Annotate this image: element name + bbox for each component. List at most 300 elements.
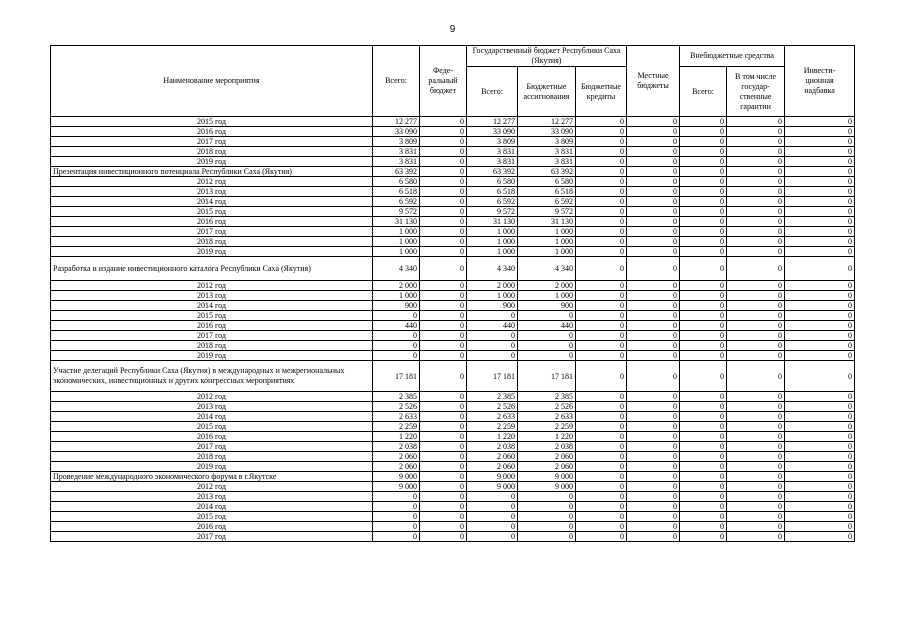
- amount-cell: 6 580: [518, 177, 576, 187]
- amount-cell: 2 259: [518, 422, 576, 432]
- amount-cell: 2 038: [373, 442, 420, 452]
- amount-cell: 0: [680, 127, 727, 137]
- amount-cell: 0: [785, 351, 855, 361]
- amount-cell: 0: [518, 492, 576, 502]
- amount-cell: 0: [420, 522, 467, 532]
- amount-cell: 0: [727, 422, 785, 432]
- amount-cell: 0: [420, 331, 467, 341]
- row-label: 2014 год: [51, 412, 373, 422]
- year-row: [51, 207, 855, 217]
- amount-cell: 0: [727, 301, 785, 311]
- amount-cell: 0: [576, 291, 627, 301]
- row-label: 2019 год: [51, 462, 373, 472]
- amount-cell: 0: [420, 361, 467, 392]
- year-row: [51, 341, 855, 351]
- amount-cell: 0: [576, 167, 627, 177]
- amount-cell: 0: [467, 311, 518, 321]
- amount-cell: 0: [627, 321, 680, 331]
- amount-cell: 0: [467, 492, 518, 502]
- amount-cell: 6 518: [467, 187, 518, 197]
- amount-cell: 0: [576, 301, 627, 311]
- amount-cell: 0: [576, 392, 627, 402]
- amount-cell: 9 000: [518, 472, 576, 482]
- year-row: [51, 227, 855, 237]
- amount-cell: 0: [680, 311, 727, 321]
- year-row: [51, 351, 855, 361]
- row-label: 2015 год: [51, 422, 373, 432]
- amount-cell: 900: [518, 301, 576, 311]
- amount-cell: 0: [727, 432, 785, 442]
- amount-cell: 0: [420, 472, 467, 482]
- year-row: [51, 177, 855, 187]
- row-label: 2017 год: [51, 532, 373, 542]
- amount-cell: 0: [627, 532, 680, 542]
- amount-cell: 0: [373, 502, 420, 512]
- amount-cell: 6 580: [467, 177, 518, 187]
- amount-cell: 0: [467, 512, 518, 522]
- amount-cell: 4 340: [518, 257, 576, 281]
- amount-cell: 0: [785, 331, 855, 341]
- amount-cell: 0: [727, 341, 785, 351]
- amount-cell: 0: [518, 532, 576, 542]
- amount-cell: 0: [420, 532, 467, 542]
- amount-cell: 0: [785, 227, 855, 237]
- amount-cell: 0: [420, 351, 467, 361]
- amount-cell: 0: [576, 127, 627, 137]
- amount-cell: 0: [627, 227, 680, 237]
- amount-cell: 33 090: [373, 127, 420, 137]
- amount-cell: 0: [627, 522, 680, 532]
- amount-cell: 9 000: [467, 482, 518, 492]
- amount-cell: 1 000: [518, 237, 576, 247]
- amount-cell: 2 385: [467, 392, 518, 402]
- header-name: Наименование мероприятия: [51, 46, 373, 117]
- year-row: [51, 311, 855, 321]
- row-label: Разработка и издание инвестиционного каталога Республики Саха (Якутия): [51, 257, 373, 281]
- table-body: [51, 117, 855, 542]
- amount-cell: 0: [680, 482, 727, 492]
- amount-cell: 9 572: [518, 207, 576, 217]
- amount-cell: 0: [576, 247, 627, 257]
- amount-cell: 1 000: [467, 291, 518, 301]
- amount-cell: 0: [627, 167, 680, 177]
- amount-cell: 0: [576, 452, 627, 462]
- amount-cell: 0: [785, 177, 855, 187]
- amount-cell: 0: [627, 137, 680, 147]
- header-state-alloc: Бюджетные ассигнования: [518, 67, 576, 117]
- row-label: 2018 год: [51, 237, 373, 247]
- year-row: [51, 402, 855, 412]
- amount-cell: 0: [576, 281, 627, 291]
- amount-cell: 0: [627, 482, 680, 492]
- year-row: [51, 127, 855, 137]
- amount-cell: 0: [420, 257, 467, 281]
- amount-cell: 0: [420, 512, 467, 522]
- amount-cell: 0: [680, 137, 727, 147]
- amount-cell: 3 831: [467, 157, 518, 167]
- year-row: [51, 281, 855, 291]
- header-total: Всего:: [373, 46, 420, 117]
- amount-cell: 0: [576, 422, 627, 432]
- amount-cell: 0: [576, 331, 627, 341]
- amount-cell: 0: [785, 492, 855, 502]
- amount-cell: 0: [785, 237, 855, 247]
- header-off-guar: В том числе государ- ственные гарантии: [727, 67, 785, 117]
- amount-cell: 0: [785, 452, 855, 462]
- amount-cell: 0: [785, 281, 855, 291]
- amount-cell: 0: [727, 472, 785, 482]
- year-row: [51, 462, 855, 472]
- row-label: 2014 год: [51, 301, 373, 311]
- amount-cell: 3 831: [373, 147, 420, 157]
- amount-cell: 31 130: [373, 217, 420, 227]
- amount-cell: 0: [627, 281, 680, 291]
- amount-cell: 0: [680, 117, 727, 127]
- row-label: 2014 год: [51, 502, 373, 512]
- amount-cell: 0: [627, 127, 680, 137]
- amount-cell: 6 580: [373, 177, 420, 187]
- amount-cell: 0: [680, 392, 727, 402]
- amount-cell: 0: [785, 301, 855, 311]
- row-label: 2013 год: [51, 291, 373, 301]
- row-label: 2014 год: [51, 197, 373, 207]
- amount-cell: 0: [727, 187, 785, 197]
- amount-cell: 0: [627, 492, 680, 502]
- amount-cell: 0: [576, 237, 627, 247]
- amount-cell: 0: [727, 522, 785, 532]
- amount-cell: 0: [420, 217, 467, 227]
- amount-cell: 31 130: [467, 217, 518, 227]
- amount-cell: 0: [680, 187, 727, 197]
- year-row: [51, 197, 855, 207]
- amount-cell: 0: [420, 311, 467, 321]
- row-label: 2012 год: [51, 392, 373, 402]
- row-label: 2018 год: [51, 341, 373, 351]
- amount-cell: 0: [420, 442, 467, 452]
- row-label: 2016 год: [51, 432, 373, 442]
- amount-cell: 0: [627, 432, 680, 442]
- amount-cell: 0: [785, 167, 855, 177]
- amount-cell: 0: [680, 167, 727, 177]
- year-row: [51, 217, 855, 227]
- amount-cell: 0: [680, 472, 727, 482]
- budget-table: [50, 45, 855, 542]
- amount-cell: 0: [467, 502, 518, 512]
- amount-cell: 1 000: [518, 227, 576, 237]
- row-label: 2013 год: [51, 492, 373, 502]
- year-row: [51, 117, 855, 127]
- event-row: [51, 361, 855, 392]
- amount-cell: 0: [727, 532, 785, 542]
- amount-cell: 1 000: [467, 227, 518, 237]
- amount-cell: 0: [518, 311, 576, 321]
- amount-cell: 0: [785, 422, 855, 432]
- amount-cell: 1 220: [373, 432, 420, 442]
- year-row: [51, 137, 855, 147]
- amount-cell: 0: [576, 147, 627, 157]
- row-label: 2018 год: [51, 452, 373, 462]
- amount-cell: 2 526: [467, 402, 518, 412]
- amount-cell: 0: [680, 442, 727, 452]
- amount-cell: 0: [727, 281, 785, 291]
- amount-cell: 0: [785, 412, 855, 422]
- amount-cell: 0: [785, 291, 855, 301]
- amount-cell: 0: [576, 227, 627, 237]
- amount-cell: 0: [785, 247, 855, 257]
- amount-cell: 0: [420, 237, 467, 247]
- amount-cell: 6 592: [373, 197, 420, 207]
- amount-cell: 0: [373, 512, 420, 522]
- amount-cell: 0: [420, 412, 467, 422]
- amount-cell: 2 385: [373, 392, 420, 402]
- amount-cell: 0: [627, 331, 680, 341]
- amount-cell: 0: [576, 117, 627, 127]
- amount-cell: 6 592: [467, 197, 518, 207]
- amount-cell: 0: [727, 137, 785, 147]
- amount-cell: 0: [680, 291, 727, 301]
- amount-cell: 0: [576, 442, 627, 452]
- amount-cell: 0: [420, 432, 467, 442]
- amount-cell: 0: [785, 512, 855, 522]
- amount-cell: 440: [518, 321, 576, 331]
- amount-cell: 0: [576, 187, 627, 197]
- header-federal: Феде- ральный бюджет: [420, 46, 467, 117]
- amount-cell: 1 220: [467, 432, 518, 442]
- row-label: 2019 год: [51, 351, 373, 361]
- amount-cell: 0: [727, 237, 785, 247]
- header-state-budget: Государственный бюджет Республики Саха (Якутия): [467, 46, 627, 67]
- header-local: Местные бюджеты: [627, 46, 680, 117]
- amount-cell: 440: [467, 321, 518, 331]
- amount-cell: 9 572: [373, 207, 420, 217]
- amount-cell: 2 060: [518, 462, 576, 472]
- amount-cell: 0: [680, 217, 727, 227]
- header-invest: Инвести- ционная надбавка: [785, 46, 855, 117]
- amount-cell: 2 060: [467, 452, 518, 462]
- amount-cell: 0: [576, 257, 627, 281]
- amount-cell: 0: [680, 492, 727, 502]
- amount-cell: 2 000: [518, 281, 576, 291]
- row-label: 2019 год: [51, 157, 373, 167]
- amount-cell: 6 592: [518, 197, 576, 207]
- amount-cell: 0: [627, 442, 680, 452]
- amount-cell: 0: [420, 227, 467, 237]
- amount-cell: 0: [420, 167, 467, 177]
- amount-cell: 0: [727, 117, 785, 127]
- amount-cell: 0: [680, 237, 727, 247]
- amount-cell: 0: [627, 462, 680, 472]
- amount-cell: 0: [727, 147, 785, 157]
- amount-cell: 63 392: [518, 167, 576, 177]
- amount-cell: 440: [373, 321, 420, 331]
- year-row: [51, 247, 855, 257]
- amount-cell: 0: [576, 321, 627, 331]
- year-row: [51, 522, 855, 532]
- year-row: [51, 482, 855, 492]
- amount-cell: 0: [680, 281, 727, 291]
- amount-cell: 0: [727, 482, 785, 492]
- amount-cell: 0: [785, 532, 855, 542]
- amount-cell: 2 060: [373, 452, 420, 462]
- amount-cell: 2 526: [373, 402, 420, 412]
- amount-cell: 0: [420, 187, 467, 197]
- amount-cell: 0: [727, 177, 785, 187]
- amount-cell: 0: [420, 281, 467, 291]
- amount-cell: 0: [467, 351, 518, 361]
- amount-cell: 0: [785, 432, 855, 442]
- amount-cell: 0: [627, 412, 680, 422]
- amount-cell: 0: [785, 472, 855, 482]
- amount-cell: 1 000: [518, 247, 576, 257]
- amount-cell: 0: [785, 482, 855, 492]
- amount-cell: 0: [785, 157, 855, 167]
- amount-cell: 0: [727, 361, 785, 392]
- amount-cell: 12 277: [467, 117, 518, 127]
- amount-cell: 0: [680, 422, 727, 432]
- amount-cell: 0: [420, 452, 467, 462]
- amount-cell: 1 000: [373, 237, 420, 247]
- amount-cell: 0: [576, 177, 627, 187]
- row-label: 2015 год: [51, 512, 373, 522]
- row-label: 2013 год: [51, 187, 373, 197]
- amount-cell: 0: [627, 502, 680, 512]
- amount-cell: 0: [727, 127, 785, 137]
- amount-cell: 31 130: [518, 217, 576, 227]
- row-label: Проведение международного экономического форума в г.Якутске: [51, 472, 373, 482]
- amount-cell: 0: [785, 392, 855, 402]
- amount-cell: 1 000: [467, 247, 518, 257]
- header-state-total: Всего:: [467, 67, 518, 117]
- amount-cell: 0: [373, 341, 420, 351]
- amount-cell: 1 000: [373, 247, 420, 257]
- year-row: [51, 422, 855, 432]
- amount-cell: 0: [785, 197, 855, 207]
- amount-cell: 0: [727, 167, 785, 177]
- row-label: 2016 год: [51, 321, 373, 331]
- amount-cell: 0: [467, 522, 518, 532]
- row-label: 2018 год: [51, 147, 373, 157]
- amount-cell: 0: [518, 351, 576, 361]
- amount-cell: 0: [680, 402, 727, 412]
- amount-cell: 17 181: [518, 361, 576, 392]
- amount-cell: 2 259: [467, 422, 518, 432]
- amount-cell: 3 809: [518, 137, 576, 147]
- amount-cell: 0: [576, 472, 627, 482]
- amount-cell: 0: [785, 402, 855, 412]
- amount-cell: 0: [518, 331, 576, 341]
- amount-cell: 0: [727, 512, 785, 522]
- amount-cell: 0: [680, 341, 727, 351]
- amount-cell: 0: [420, 147, 467, 157]
- year-row: [51, 187, 855, 197]
- amount-cell: 0: [627, 157, 680, 167]
- amount-cell: 0: [627, 217, 680, 227]
- amount-cell: 0: [785, 442, 855, 452]
- amount-cell: 17 181: [373, 361, 420, 392]
- amount-cell: 0: [373, 311, 420, 321]
- amount-cell: 17 181: [467, 361, 518, 392]
- amount-cell: 2 000: [467, 281, 518, 291]
- amount-cell: 0: [727, 452, 785, 462]
- amount-cell: 0: [576, 207, 627, 217]
- amount-cell: 0: [420, 197, 467, 207]
- amount-cell: 1 000: [518, 291, 576, 301]
- amount-cell: 2 385: [518, 392, 576, 402]
- amount-cell: 2 060: [467, 462, 518, 472]
- row-label: 2015 год: [51, 207, 373, 217]
- amount-cell: 0: [373, 492, 420, 502]
- amount-cell: 0: [420, 301, 467, 311]
- table-header: [51, 46, 855, 117]
- row-label: 2016 год: [51, 522, 373, 532]
- event-row: [51, 257, 855, 281]
- year-row: [51, 291, 855, 301]
- amount-cell: 0: [576, 341, 627, 351]
- amount-cell: 0: [680, 512, 727, 522]
- amount-cell: 63 392: [373, 167, 420, 177]
- amount-cell: 0: [627, 452, 680, 462]
- amount-cell: 2 633: [467, 412, 518, 422]
- amount-cell: 0: [576, 197, 627, 207]
- header-off-total: Всего:: [680, 67, 727, 117]
- amount-cell: 0: [420, 341, 467, 351]
- amount-cell: 0: [680, 257, 727, 281]
- year-row: [51, 321, 855, 331]
- row-label: Презентация инвестиционного потенциала Республики Саха (Якутия): [51, 167, 373, 177]
- amount-cell: 0: [420, 502, 467, 512]
- amount-cell: 0: [680, 157, 727, 167]
- amount-cell: 0: [576, 462, 627, 472]
- amount-cell: 0: [420, 402, 467, 412]
- amount-cell: 0: [420, 117, 467, 127]
- amount-cell: 0: [467, 532, 518, 542]
- amount-cell: 0: [576, 482, 627, 492]
- amount-cell: 0: [420, 462, 467, 472]
- amount-cell: 3 809: [467, 137, 518, 147]
- amount-cell: 0: [576, 137, 627, 147]
- amount-cell: 33 090: [518, 127, 576, 137]
- amount-cell: 0: [627, 512, 680, 522]
- amount-cell: 0: [576, 351, 627, 361]
- amount-cell: 0: [373, 532, 420, 542]
- amount-cell: 0: [785, 361, 855, 392]
- amount-cell: 0: [727, 247, 785, 257]
- row-label: 2012 год: [51, 281, 373, 291]
- amount-cell: 0: [680, 532, 727, 542]
- year-row: [51, 432, 855, 442]
- amount-cell: 1 000: [373, 227, 420, 237]
- amount-cell: 0: [785, 117, 855, 127]
- amount-cell: 0: [680, 321, 727, 331]
- amount-cell: 0: [727, 392, 785, 402]
- amount-cell: 33 090: [467, 127, 518, 137]
- row-label: 2019 год: [51, 247, 373, 257]
- amount-cell: 0: [785, 127, 855, 137]
- amount-cell: 0: [680, 331, 727, 341]
- amount-cell: 0: [680, 177, 727, 187]
- row-label: 2015 год: [51, 117, 373, 127]
- amount-cell: 0: [373, 351, 420, 361]
- amount-cell: 0: [680, 361, 727, 392]
- amount-cell: 0: [576, 311, 627, 321]
- amount-cell: 2 060: [518, 452, 576, 462]
- amount-cell: 0: [727, 412, 785, 422]
- amount-cell: 0: [680, 412, 727, 422]
- year-row: [51, 392, 855, 402]
- amount-cell: 0: [680, 432, 727, 442]
- amount-cell: 0: [420, 321, 467, 331]
- amount-cell: 0: [785, 207, 855, 217]
